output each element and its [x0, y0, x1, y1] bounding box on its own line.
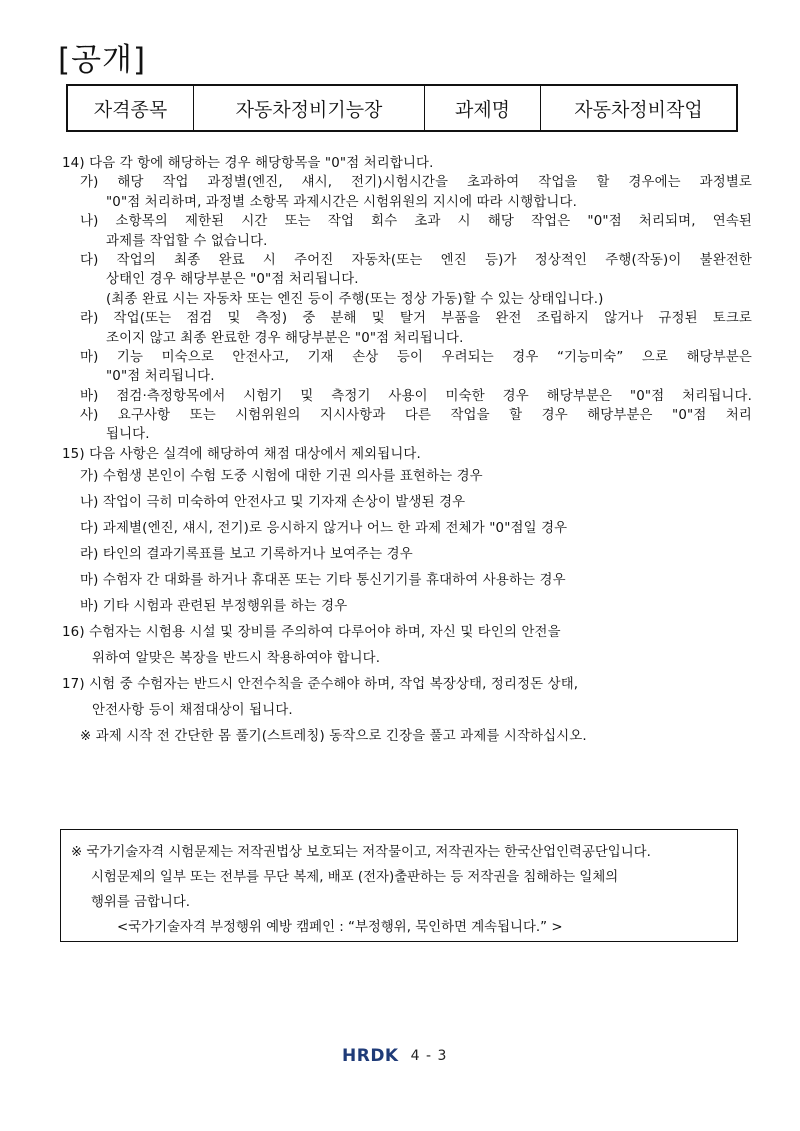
item-16-cont: 위하여 알맞은 복장을 반드시 착용하여야 합니다.	[92, 651, 381, 667]
copyright-notice-box	[60, 829, 738, 942]
visibility-badge: [공개]	[58, 42, 147, 78]
item-14-da-cont: 상태인 경우 해당부분은 "0"점 처리됩니다.	[106, 272, 359, 288]
item-14-sa: 사) 요구사항 또는 시험위원의 지시사항과 다른 작업을 할 경우 해당부분은 "0"점 처리	[80, 408, 752, 424]
item-15-ma: 마) 수험자 간 대화를 하거나 휴대폰 또는 기타 통신기기를 휴대하여 사용하는 경우	[80, 573, 566, 589]
qualification-value: 자동차정비기능장	[194, 85, 425, 131]
item-14-da: 다) 작업의 최종 완료 시 주어진 자동차(또는 엔진 등)가 정상적인 주행(작동)이 불완전한	[80, 252, 752, 268]
item-14-heading: 14) 다음 각 항에 해당하는 경우 해당항목을 "0"점 처리합니다.	[62, 156, 434, 171]
item-14-ma: 마) 기능 미숙으로 안전사고, 기재 손상 등이 우려되는 경우 “기능미숙” 으로 해당부분은	[80, 349, 752, 365]
item-15-ga: 가) 수험생 본인이 수험 도중 시험에 대한 기권 의사를 표현하는 경우	[80, 469, 483, 485]
item-16: 16) 수험자는 시험용 시설 및 장비를 주의하여 다루어야 하며, 자신 및 타인의 안전을	[62, 625, 561, 641]
page-footer	[342, 1046, 447, 1066]
item-14-na: 나) 소항목의 제한된 시간 또는 작업 회수 초과 시 해당 작업은 "0"점 처리되며, 연속된	[80, 214, 752, 230]
exam-info-table	[66, 84, 738, 132]
instructions-body	[62, 154, 752, 750]
item-17: 17) 시험 중 수험자는 반드시 안전수칙을 준수해야 하며, 작업 복장상태, 정리정돈 상태,	[62, 677, 579, 693]
item-14-ga: 가) 해당 작업 과정별(엔진, 섀시, 전기)시험시간을 초과하여 작업을 할 경우에는 과정별로	[80, 175, 752, 191]
item-14-da-note: (최종 완료 시는 자동차 또는 엔진 등이 주행(또는 정상 가동)할 수 있는 상태입니다.)	[106, 291, 604, 307]
copyright-line-1: ※ 국가기술자격 시험문제는 저작권법상 보호되는 저작물이고, 저작권자는 한국산업인력공단입니다.	[71, 845, 651, 860]
hrdk-logo: HRDK	[342, 1046, 399, 1066]
item-15-na: 나) 작업이 극히 미숙하여 안전사고 및 기자재 손상이 발생된 경우	[80, 495, 466, 511]
item-15-ba: 바) 기타 시험과 관련된 부정행위를 하는 경우	[80, 599, 348, 615]
item-14-sa-cont: 됩니다.	[106, 427, 150, 443]
item-15-ra: 라) 타인의 결과기록표를 보고 기록하거나 보여주는 경우	[80, 547, 413, 563]
item-15-da: 다) 과제별(엔진, 섀시, 전기)로 응시하지 않거나 어느 한 과제 전체가 "0"점일 경우	[80, 521, 568, 537]
item-17-cont: 안전사항 등이 채점대상이 됩니다.	[92, 703, 293, 719]
task-label: 과제명	[425, 85, 541, 131]
item-14-na-cont: 과제를 작업할 수 없습니다.	[106, 233, 268, 249]
page-number: 4 - 3	[410, 1048, 448, 1064]
item-14-ra: 라) 작업(또는 점검 및 측정) 중 분해 및 탈거 부품을 완전 조립하지 않거나 규정된 토크로	[80, 311, 752, 327]
task-value: 자동차정비작업	[541, 85, 738, 131]
campaign-slogan: <국가기술자격 부정행위 예방 캠페인 : “부정행위, 묵인하면 계속됩니다.” >	[117, 920, 563, 935]
item-14-ga-cont: "0"점 처리하며, 과정별 소항목 과제시간은 시험위원의 지시에 따라 시행합니다.	[106, 194, 577, 210]
copyright-line-2: 시험문제의 일부 또는 전부를 무단 복제, 배포 (전자)출판하는 등 저작권을 침해하는 일체의	[91, 870, 619, 885]
copyright-line-3: 행위를 금합니다.	[91, 895, 191, 910]
item-15-heading: 15) 다음 사항은 실격에 해당하여 채점 대상에서 제외됩니다.	[62, 446, 421, 462]
qualification-label: 자격종목	[67, 85, 194, 131]
stretching-note: ※ 과제 시작 전 간단한 몸 풀기(스트레칭) 동작으로 긴장을 풀고 과제를 시작하십시오.	[80, 729, 587, 745]
item-14-ma-cont: "0"점 처리됩니다.	[106, 369, 215, 385]
item-14-ba: 바) 점검·측정항목에서 시험기 및 측정기 사용이 미숙한 경우 해당부분은 "0"점 처리됩니다.	[80, 388, 752, 404]
item-14-ra-cont: 조이지 않고 최종 완료한 경우 해당부분은 "0"점 처리됩니다.	[106, 330, 464, 346]
